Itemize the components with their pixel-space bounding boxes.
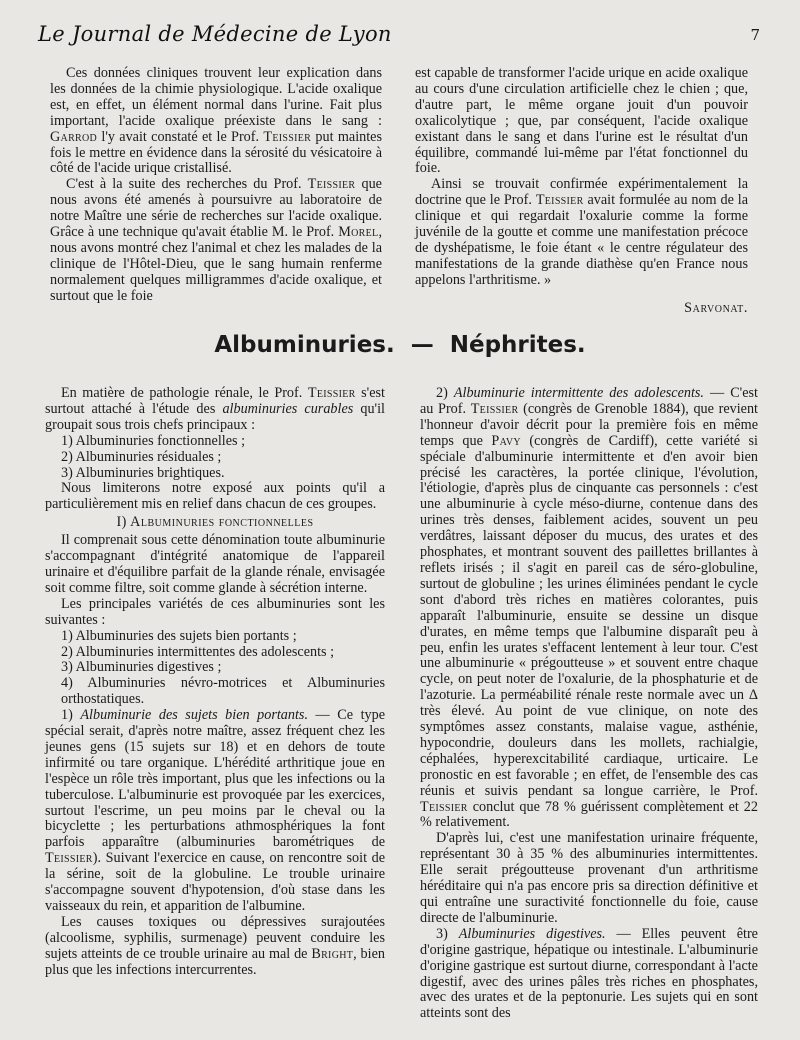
author-name: Teissier xyxy=(45,850,93,867)
top-left-column xyxy=(50,66,382,305)
author-name: Teissier xyxy=(470,400,519,417)
list-item: 3) Albuminuries digestives ; xyxy=(61,659,222,676)
paragraph: Les principales variétés de ces albuminuries sont les suivantes : xyxy=(45,595,385,628)
journal-title: Le Journal de Médecine de Lyon xyxy=(38,22,392,46)
paragraph: Ainsi se trouvait confirmée expérimentalement la doctrine que le Prof. Teissier avait formulée au nom de la clinique et qui regardait l'oxalurie comme la forme juvénile de la goutte et comme une manifestation précoce de dyshépatisme, le foie étant « le centre régulateur des manifestations de la grande diathèse qu'en France nous appelons l'arthritisme. » xyxy=(415,176,749,288)
signature: Sarvonat. xyxy=(684,299,748,316)
author-name: Morel xyxy=(338,224,379,241)
author-name: Teissier xyxy=(420,798,468,815)
paragraph: D'après lui, c'est une manifestation urinaire fréquente, représentant 30 à 35 % des albuminuries intermittentes. Elle serait prégoutteuse provenant d'un arthritisme héréditaire qui n'a pas encore pris sa direction définitive et qui entraîne une suractivité fonctionnelle du foie, cause directe de l'albuminurie. xyxy=(420,830,758,926)
paragraph: 2) Albuminurie intermittente des adolescents. — C'est au Prof. Teissier (congrès de Grenoble 1884), que revient l'honneur d'avoir décrit pour la première fois en même temps que Pavy (congrès de Cardiff), cette variété si spéciale d'albuminurie intermittente et d'en avoir bien précisé les caractères, la portée clinique, l'évolution, l'étiologie, d'après plus de cinquante cas personnels : c'est une albuminurie à cycle méso-diurne, contenue dans des urines très denses, faiblement acides, souvent un peu verdâtres, laissant déposer du mucus, des urates et des phosphates, et montrant souvent des paillettes brillantes à reflets irisés ; il s'agit en pareil cas de séro-globuline, surtout de globuline ; les urines éliminées pendant le cycle sont d'abord très riches en matières colorantes, puis apparaît l'albuminurie, ensuite se dessine un disque d'urates, en même temps que l'albumine disparaît peu à peu, enfin les urates s'effacent lentement à leur tour. C'est une albuminurie « prégoutteuse » et souvent entre chaque cycle, on peut noter de l'oxalurie, de la phosphaturie et de l'azoturie. La perméabilité rénale reste normale avec un Δ très élevé. Au point de vue clinique, on note des symptômes assez constants, malaise vague, asthénie, hypocondrie, douleurs dans les mollets, rachialgie, céphalées, hyperexcitabilité cardiaque, urticaire. Le pronostic en est favorable ; en effet, de l'ensemble des cas réunis et suivis pendant sa longue carrière, le Prof. Teissier conclut que 78 % guérissent complètement et 22 % relativement. xyxy=(420,385,758,831)
author-name: Pavy xyxy=(491,432,521,449)
top-right-column xyxy=(415,66,748,317)
bottom-right-column xyxy=(420,386,758,1022)
author-name: Bright xyxy=(311,945,354,962)
list-item: 2) Albuminuries intermittentes des adolescents ; xyxy=(61,643,335,660)
paragraph: C'est à la suite des recherches du Prof. Teissier que nous avons été amenés à poursuivre au laboratoire de notre Maître une série de recherches sur l'acide oxalique. Grâce à une technique qu'avait établie M. le Prof. Morel, nous avons montré chez l'animal et chez les malades de la clinique de l'Hôtel-Dieu, que le sang humain renferme normalement quelques milligrammes d'acide oxalique, et surtout que le foie xyxy=(50,176,382,304)
section-title: Albuminuries. — Néphrites. xyxy=(214,332,586,358)
list-item: 1) Albuminuries fonctionnelles ; xyxy=(61,432,246,449)
author-name: Teissier xyxy=(263,128,312,145)
paragraph: Les causes toxiques ou dépressives surajoutées (alcoolisme, syphilis, surmenage) peuvent conduire les sujets atteints de ce trouble urinaire au mal de Bright, bien plus que les infections intercurrentes. xyxy=(45,913,385,978)
paragraph: est capable de transformer l'acide urique en acide oxalique au cours d'une circulation artificielle chez le chien ; que, d'autre part, le même organe jouit d'un pouvoir oxalicolytique ; que, par conséquent, l'acide oxalique existant dans le sang et dans l'urine est le résultat d'un équilibre, commandé lui-même par l'état fonctionnel du foie. xyxy=(415,65,748,177)
author-name: Teissier xyxy=(307,385,356,401)
list-item: 1) Albuminuries des sujets bien portants ; xyxy=(61,627,297,644)
paragraph: Il comprenait sous cette dénomination toute albuminurie s'accompagnant d'intégrité anatomique de l'appareil urinaire et d'équilibre parfait de la glande rénale, envisagée soit comme filtre, soit comme glande à sécrétion interne. xyxy=(45,532,385,596)
bottom-left-column xyxy=(45,386,385,979)
paragraph: 1) Albuminurie des sujets bien portants. — Ce type spécial serait, d'après notre maître, assez fréquent chez les jeunes gens (15 sujets sur 18) et en dehors de toute infirmité ou tare organique. L'hérédité arthritique joue en l'espèce un rôle très important, plus que les infections ou la tuberculose. L'albuminurie est provoquée par les exercices, surtout l'escrime, un peu moins par le cheval ou la bicyclette ; les perturbations athmosphériques la font parfois apparaître (albuminuries barométriques de Teissier). Suivant l'exercice en cause, on rencontre soit de la sérine, soit de la globuline. Le trouble urinaire s'accompagne souvent d'hypotension, d'où stase dans les vaisseaux du rein, et apparition de l'albumine. xyxy=(45,707,386,914)
author-name: Teissier xyxy=(307,176,356,193)
paragraph: Ces données cliniques trouvent leur explication dans les données de la chimie physiologique. L'acide oxalique est, en effet, un élément normal dans l'urine. Fait plus important, l'acide oxalique préexiste dans le sang : Garrod l'y avait constaté et le Prof. Teissier put maintes fois le mettre en évidence dans la sérosité du vésicatoire à côté de l'acide urique cristallisé. xyxy=(50,65,382,177)
subheading: I) Albuminuries fonctionnelles xyxy=(116,514,314,531)
list-item: 3) Albuminuries brightiques. xyxy=(61,464,225,481)
list-item: 2) Albuminuries résiduales ; xyxy=(61,448,222,465)
list-item: 4) Albuminuries névro-motrices et Albuminuries orthostatiques. xyxy=(61,675,385,708)
paragraph: 3) Albuminuries digestives. — Elles peuvent être d'origine gastrique, hépatique ou intestinale. L'albuminurie d'origine gastrique est surtout diurne, correspondant à l'acte digestif, avec des urines pâles très riches en phosphates, avec des urates et de la peptonurie. Les sujets qui en sont atteints sont des xyxy=(420,925,758,1022)
paragraph: Nous limiterons notre exposé aux points qu'il a particulièrement mis en relief dans chacun de ces groupes. xyxy=(45,480,385,513)
page-number: 7 xyxy=(750,26,760,44)
paragraph: En matière de pathologie rénale, le Prof. Teissier s'est surtout attaché à l'étude des albuminuries curables qu'il groupait sous trois chefs principaux : xyxy=(45,385,385,433)
page-header xyxy=(38,22,760,52)
author-name: Teissier xyxy=(535,192,584,209)
author-name: Garrod xyxy=(50,128,98,145)
